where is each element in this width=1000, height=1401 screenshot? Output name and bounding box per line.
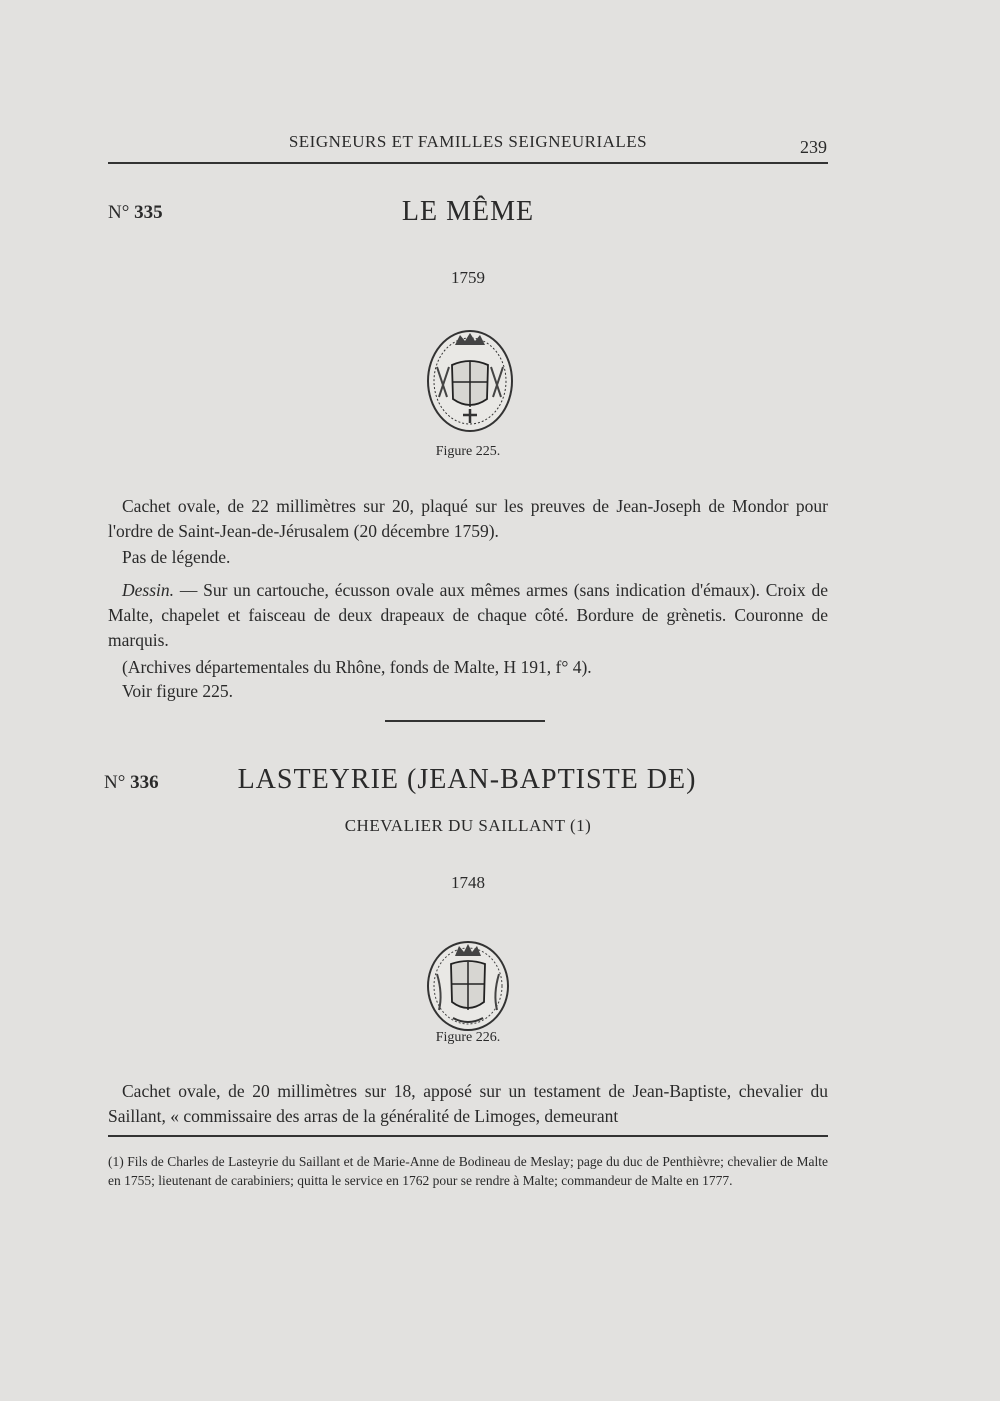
entry-number-value: 336 xyxy=(130,772,159,793)
entry-number-prefix: N° xyxy=(108,202,130,223)
entry-number-prefix: N° xyxy=(104,772,126,793)
paragraph-335-2: Pas de légende. xyxy=(122,547,231,567)
paragraph-335-4: (Archives départementales du Rhône, fonds de Malte, H 191, f° 4). xyxy=(122,657,592,677)
entry-title-335: LE MÊME xyxy=(401,196,535,227)
footnote: (1) Fils de Charles de Lasteyrie du Saillant et de Marie-Anne de Bodineau de Meslay; page du duc de Penthièvre; chevalier de Malte en 1755; lieutenant de carabiniers; quitta le service en 1762 pour se rendre à Malte; commandeur de Malte en 1777. xyxy=(108,1154,828,1188)
running-head: SEIGNEURS ET FAMILLES SEIGNEURIALES xyxy=(288,132,648,151)
separator-rule xyxy=(385,720,545,722)
dessin-text: — Sur un cartouche, écusson ovale aux mêmes armes (sans indication d'émaux). Croix de Malte, chapelet et faisceau de deux drapeaux de chaque côté. Bordure de grènetis. Couronne de marquis. xyxy=(108,580,828,650)
page-number: 239 xyxy=(800,137,827,157)
footnote-rule xyxy=(108,1135,828,1137)
paragraph-335-3 xyxy=(108,578,828,653)
paragraph-335-5: Voir figure 225. xyxy=(122,681,233,701)
figure-caption-226: Figure 226. xyxy=(435,1030,501,1045)
seal-figure-225 xyxy=(425,327,515,435)
seal-figure-226 xyxy=(423,934,513,1034)
paragraph-336-1: Cachet ovale, de 20 millimètres sur 18, apposé sur un testament de Jean-Baptiste, chevalier du Saillant, « commissaire des arras de la généralité de Limoges, demeurant xyxy=(108,1081,828,1126)
entry-number-value: 335 xyxy=(134,202,163,223)
figure-caption-225: Figure 225. xyxy=(435,444,501,459)
entry-number-336 xyxy=(104,772,159,794)
entry-title-336: LASTEYRIE (JEAN-BAPTISTE DE) xyxy=(237,764,697,795)
header-rule xyxy=(108,162,828,164)
entry-year-336: 1748 xyxy=(451,873,485,892)
dessin-label: Dessin. xyxy=(122,580,175,600)
paragraph-335-1: Cachet ovale, de 22 millimètres sur 20, plaqué sur les preuves de Jean-Joseph de Mondor pour l'ordre de Saint-Jean-de-Jérusalem (20 décembre 1759). xyxy=(108,496,828,541)
entry-subtitle-336: CHEVALIER DU SAILLANT (1) xyxy=(344,816,592,835)
entry-year-335: 1759 xyxy=(451,268,485,287)
entry-number-335 xyxy=(108,202,163,224)
